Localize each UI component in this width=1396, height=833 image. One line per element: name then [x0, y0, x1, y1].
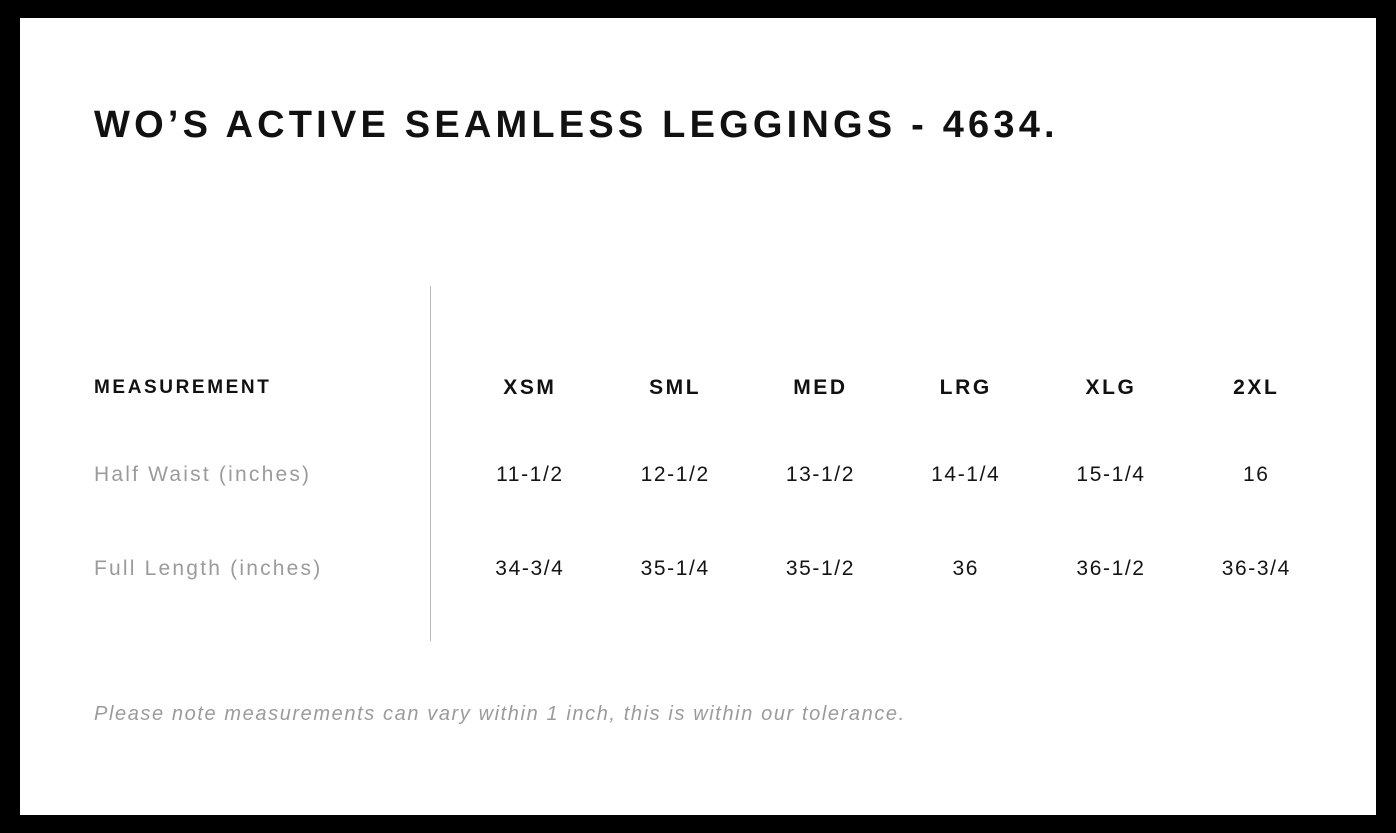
column-header-xlg: XLG	[1085, 376, 1137, 399]
cell-half-waist-sml: 12-1/2	[640, 463, 710, 486]
table-row	[94, 522, 1329, 616]
table-header	[94, 348, 1329, 428]
cell-full-length-sml: 35-1/4	[640, 557, 710, 580]
cell-full-length-xsm: 34-3/4	[495, 557, 565, 580]
cell-full-length-med: 35-1/2	[785, 557, 856, 580]
column-header-med: MED	[793, 376, 848, 399]
cell-full-length-lrg: 36	[952, 557, 979, 580]
size-chart-card	[20, 18, 1376, 815]
column-header-2xl: 2XL	[1233, 376, 1280, 399]
table-header-row	[94, 348, 1329, 428]
table-row	[94, 428, 1329, 522]
column-header-xsm: XSM	[503, 376, 557, 399]
cell-half-waist-lrg: 14-1/4	[931, 463, 1001, 486]
row-label-full-length: Full Length (inches)	[94, 557, 323, 580]
column-header-measurement: MEASUREMENT	[94, 377, 272, 398]
page-title: WO’S ACTIVE SEAMLESS LEGGINGS - 4634.	[94, 104, 1059, 146]
cell-half-waist-med: 13-1/2	[785, 463, 856, 486]
cell-half-waist-xlg: 15-1/4	[1076, 463, 1146, 486]
cell-half-waist-2xl: 16	[1243, 463, 1270, 486]
cell-full-length-xlg: 36-1/2	[1076, 557, 1146, 580]
cell-full-length-2xl: 36-3/4	[1221, 557, 1291, 580]
column-header-sml: SML	[649, 376, 702, 399]
table-body	[94, 428, 1329, 616]
cell-half-waist-xsm: 11-1/2	[496, 463, 564, 486]
column-header-lrg: LRG	[939, 376, 992, 399]
size-chart-table	[94, 348, 1329, 616]
row-label-half-waist: Half Waist (inches)	[94, 463, 312, 486]
tolerance-note: Please note measurements can vary within 1 inch, this is within our tolerance.	[94, 703, 906, 725]
